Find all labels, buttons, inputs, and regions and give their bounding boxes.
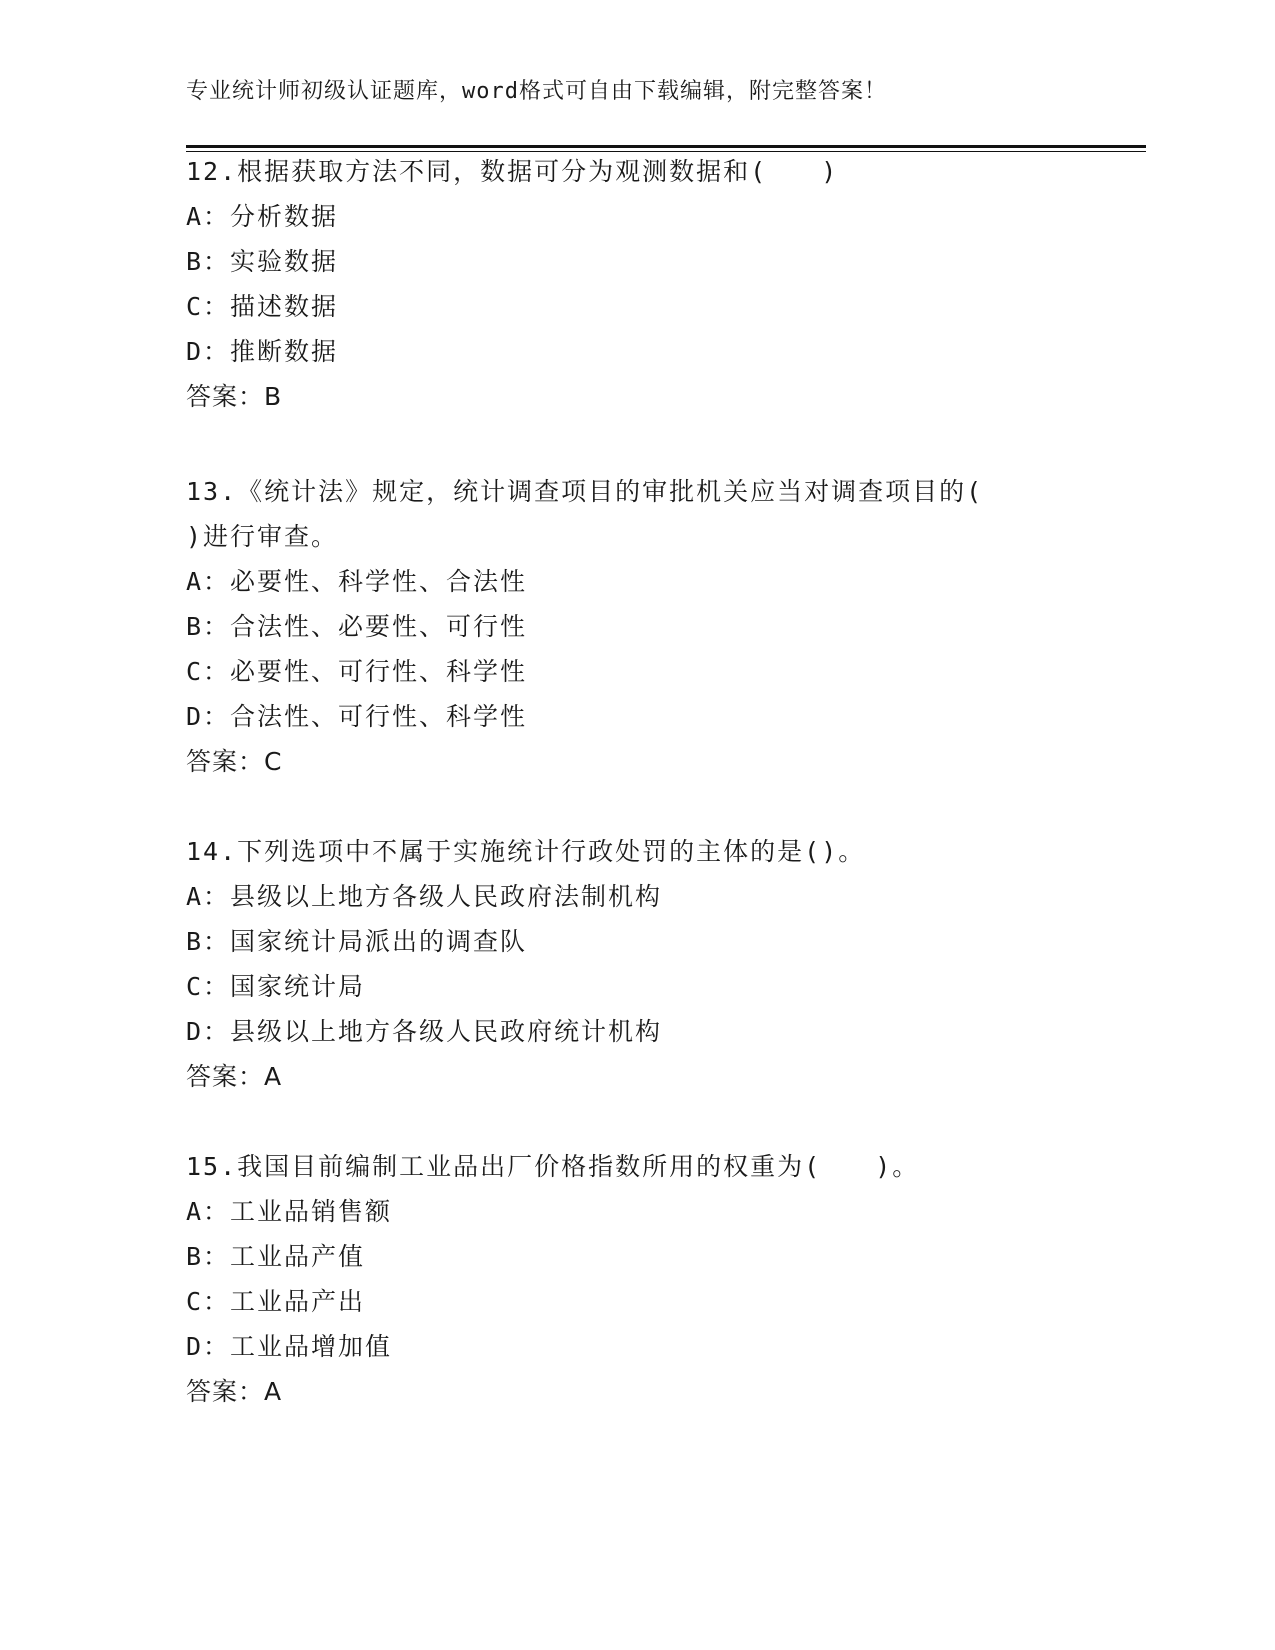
question-14-option-b: B：国家统计局派出的调查队 (186, 927, 528, 956)
question-12-text: 12.根据获取方法不同，数据可分为观测数据和( ) (186, 157, 839, 186)
question-13-option-c: C：必要性、可行性、科学性 (186, 657, 528, 686)
question-12-answer: 答案：B (186, 382, 283, 411)
question-12-option-b: B：实验数据 (186, 247, 339, 276)
question-14-option-c: C：国家统计局 (186, 972, 366, 1001)
document-header: 专业统计师初级认证题库，word格式可自由下载编辑，附完整答案！ (186, 79, 887, 104)
question-12-option-d: D：推断数据 (186, 337, 339, 366)
question-12-option-c: C：描述数据 (186, 292, 339, 321)
question-13-option-d: D：合法性、可行性、科学性 (186, 702, 528, 731)
question-14-option-d: D：县级以上地方各级人民政府统计机构 (186, 1017, 663, 1046)
question-15-text: 15.我国目前编制工业品出厂价格指数所用的权重为( )。 (186, 1152, 920, 1181)
question-15-answer: 答案：A (186, 1377, 283, 1406)
question-14-answer: 答案：A (186, 1062, 283, 1091)
header-rule-thin (186, 151, 1146, 152)
question-13-text: 13.《统计法》规定，统计调查项目的审批机关应当对调查项目的( (186, 477, 984, 506)
question-13-option-a: A：必要性、科学性、合法性 (186, 567, 528, 596)
question-15-option-d: D：工业品增加值 (186, 1332, 393, 1361)
question-15-option-a: A：工业品销售额 (186, 1197, 393, 1226)
question-14-text: 14.下列选项中不属于实施统计行政处罚的主体的是()。 (186, 837, 866, 866)
header-rule-thick (186, 145, 1146, 148)
question-13-option-b: B：合法性、必要性、可行性 (186, 612, 528, 641)
question-13-answer: 答案：C (186, 747, 283, 776)
question-12-option-a: A：分析数据 (186, 202, 339, 231)
question-15-option-b: B：工业品产值 (186, 1242, 366, 1271)
question-14-option-a: A：县级以上地方各级人民政府法制机构 (186, 882, 663, 911)
question-15-option-c: C：工业品产出 (186, 1287, 366, 1316)
question-13-text-continued: )进行审查。 (186, 522, 339, 551)
